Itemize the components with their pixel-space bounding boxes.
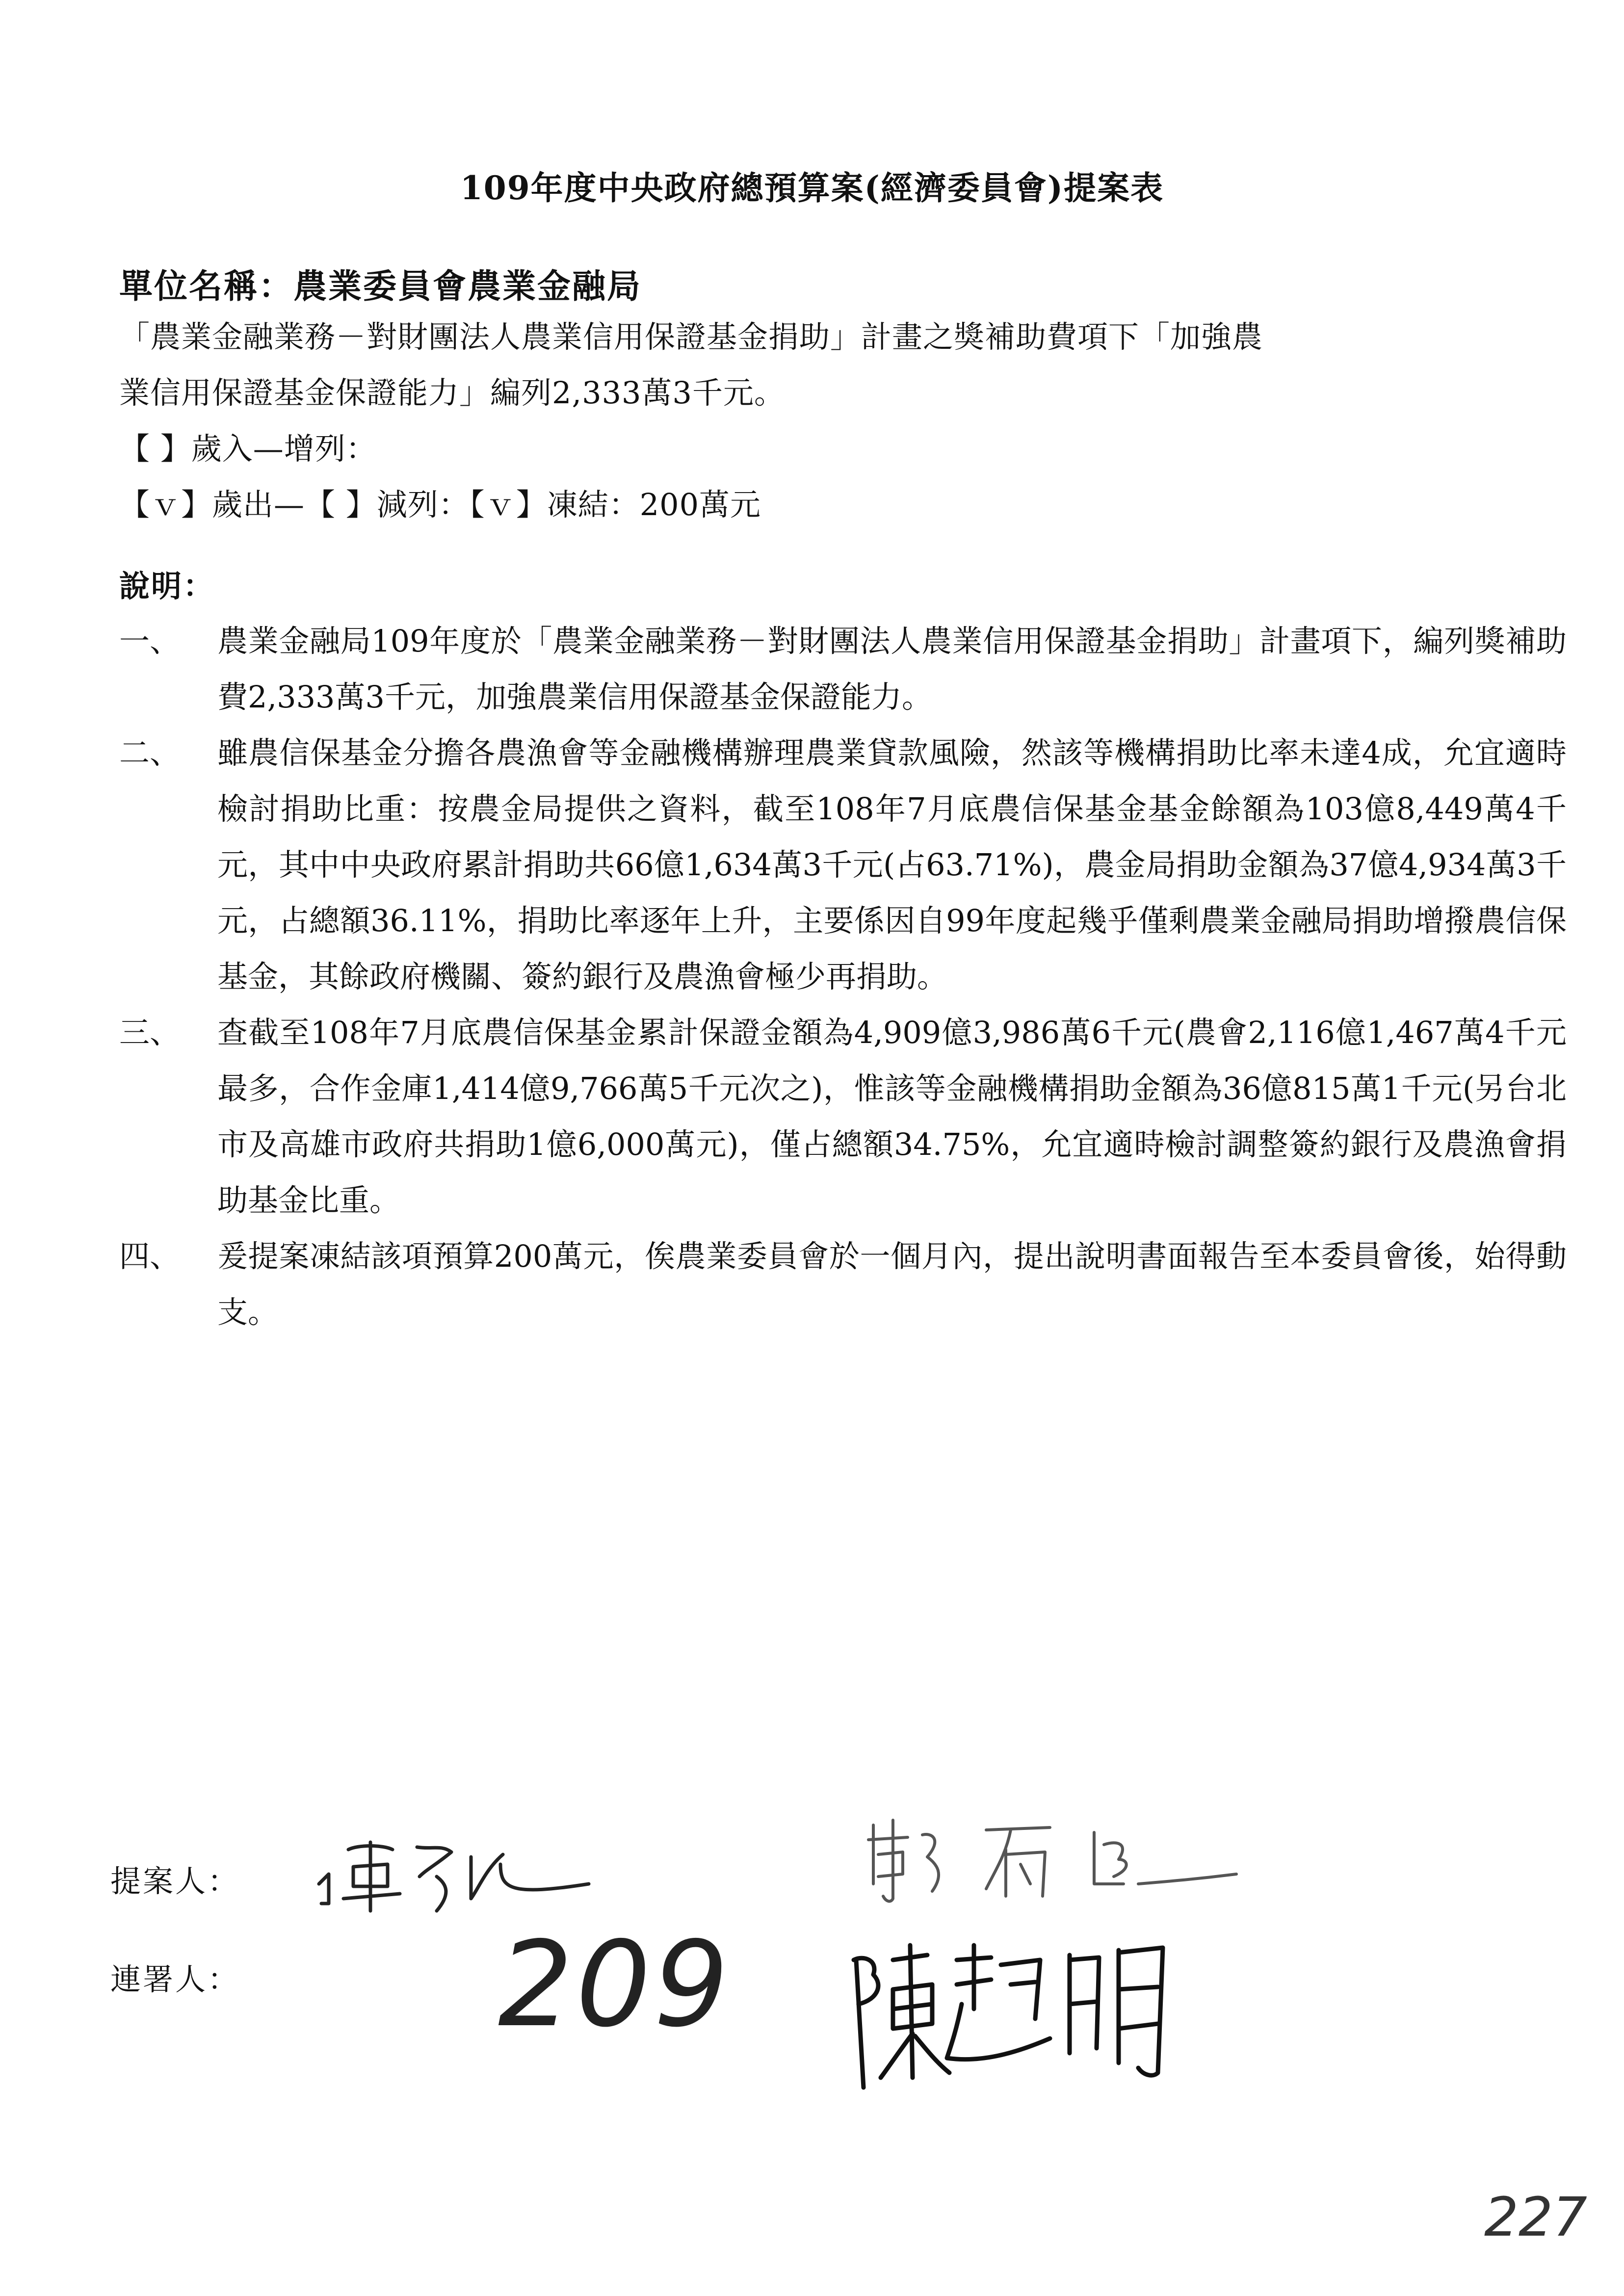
- proposer-label: 提案人：: [110, 1863, 240, 1899]
- note-number: 二、: [119, 735, 181, 771]
- proposer-signature-2: [864, 1810, 1246, 1908]
- note-item: [119, 1228, 1567, 1340]
- note-text: 查截至108年7月底農信保基金累計保證金額為4,909億3,986萬6千元(農會2,116億1,467萬4千元最多，合作金庫1,414億9,766萬5千元次之)，惟該等金融機構捐助金額為36億815萬1千元(另台北市及高雄市政府共捐助1億6,000萬元)，僅占總額34.75%，允宜適時檢討調整簽約銀行及農漁會捐助基金比重。: [217, 1015, 1567, 1218]
- note-item: [119, 725, 1567, 1005]
- note-number: 一、: [119, 623, 181, 659]
- proposer-signature-1: [314, 1830, 599, 1918]
- unit-name: 單位名稱：農業委員會農業金融局: [119, 267, 642, 306]
- page-number: 227: [1484, 2186, 1587, 2248]
- page-title: 109年度中央政府總預算案(經濟委員會)提案表: [460, 169, 1164, 207]
- cosigner-label: 連署人：: [110, 1961, 240, 1997]
- notes-list: [119, 613, 1567, 1340]
- note-item: [119, 1005, 1567, 1228]
- expenditure-option-line: 【ｖ】歲出—【 】減列：【ｖ】凍結：200萬元: [119, 487, 761, 522]
- note-text: 農業金融局109年度於「農業金融業務－對財團法人農業信用保證基金捐助」計畫項下，編列獎補助費2,333萬3千元，加強農業信用保證基金保證能力。: [217, 623, 1567, 715]
- description-line: 業信用保證基金保證能力」編列2,333萬3千元。: [119, 375, 785, 411]
- note-number: 三、: [119, 1015, 181, 1050]
- note-text: 爰提案凍結該項預算200萬元，俟農業委員會於一個月內，提出說明書面報告至本委員會後，始得動支。: [217, 1238, 1567, 1330]
- proposal-description: [119, 309, 1537, 533]
- notes-heading: 說明：: [119, 568, 215, 604]
- note-item: [119, 613, 1567, 725]
- cosigner-number: 209: [498, 1916, 732, 2053]
- description-line: 「農業金融業務－對財團法人農業信用保證基金捐助」計畫之獎補助費項下「加強農: [119, 319, 1263, 355]
- revenue-option-line: 【 】歲入—增列：: [119, 431, 377, 467]
- note-text: 雖農信保基金分擔各農漁會等金融機構辦理農業貸款風險，然該等機構捐助比率未達4成，允宜適時檢討捐助比重：按農金局提供之資料，截至108年7月底農信保基金基金餘額為103億8,449萬4千元，其中中央政府累計捐助共66億1,634萬3千元(占63.71%)，農金局捐助金額為37億4,934萬3千元，占總額36.11%，捐助比率逐年上升，主要係因自99年度起幾乎僅剩農業金融局捐助增撥農信保基金，其餘政府機關、簽約銀行及農漁會極少再捐助。: [217, 735, 1567, 994]
- note-number: 四、: [119, 1238, 181, 1274]
- cosigner-signature: [844, 1931, 1178, 2097]
